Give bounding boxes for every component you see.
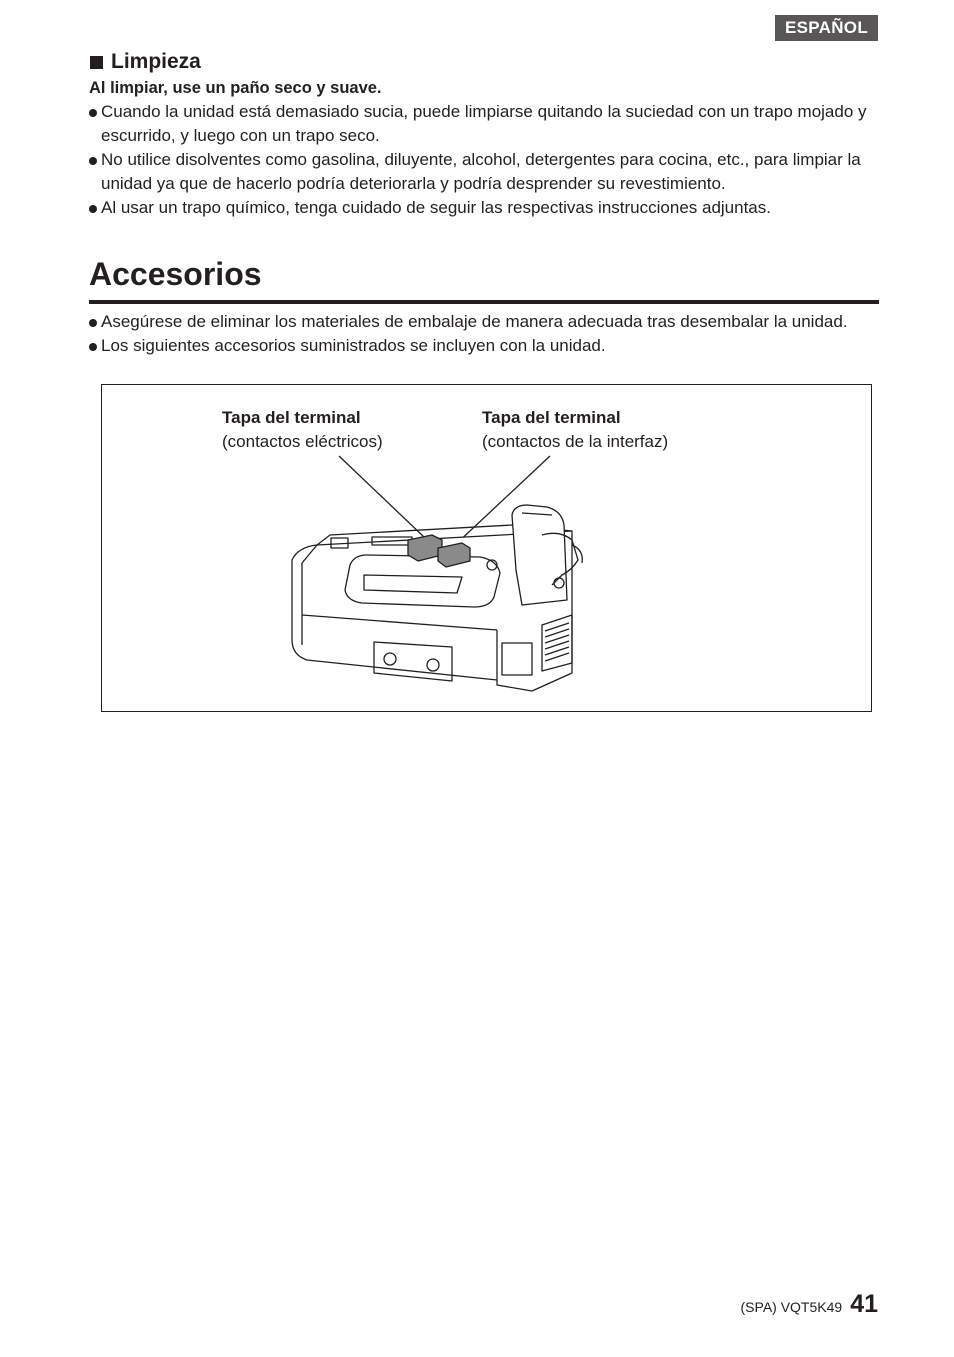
accessory-figure xyxy=(101,384,872,712)
cleaning-list xyxy=(89,100,879,220)
list-item: No utilice disolventes como gasolina, diluyente, alcohol, detergentes para cocina, etc., para limpiar la unidad ya que de hacerlo podría deteriorarla y podría desprender su revestimiento. xyxy=(89,148,879,196)
callout-subtitle: (contactos eléctricos) xyxy=(222,432,383,451)
accessories-list xyxy=(89,310,879,358)
list-item: Asegúrese de eliminar los materiales de embalaje de manera adecuada tras desembalar la unidad. xyxy=(89,310,879,334)
cleaning-heading xyxy=(90,50,201,74)
callout-title: Tapa del terminal xyxy=(222,408,361,427)
callout-title: Tapa del terminal xyxy=(482,408,621,427)
callout-subtitle: (contactos de la interfaz) xyxy=(482,432,669,451)
cleaning-heading-text: Limpieza xyxy=(111,50,201,73)
document-code: (SPA) VQT5K49 xyxy=(740,1299,843,1315)
page-number: 41 xyxy=(850,1290,878,1318)
cleaning-intro: Al limpiar, use un paño seco y suave. xyxy=(89,79,382,97)
page-footer xyxy=(741,1290,878,1319)
battery-grip-illustration xyxy=(102,385,871,711)
list-item: Los siguientes accesorios suministrados se incluyen con la unidad. xyxy=(89,334,879,358)
language-tab: ESPAÑOL xyxy=(775,15,878,41)
leader-line-left xyxy=(339,456,424,537)
section-title: Accesorios xyxy=(89,256,262,292)
list-item: Cuando la unidad está demasiado sucia, puede limpiarse quitando la suciedad con un trapo mojado y escurrido, y luego con un trapo seco. xyxy=(89,100,879,148)
square-bullet-icon xyxy=(90,56,103,69)
section-rule xyxy=(89,300,879,304)
list-item: Al usar un trapo químico, tenga cuidado de seguir las respectivas instrucciones adjuntas. xyxy=(89,196,879,220)
